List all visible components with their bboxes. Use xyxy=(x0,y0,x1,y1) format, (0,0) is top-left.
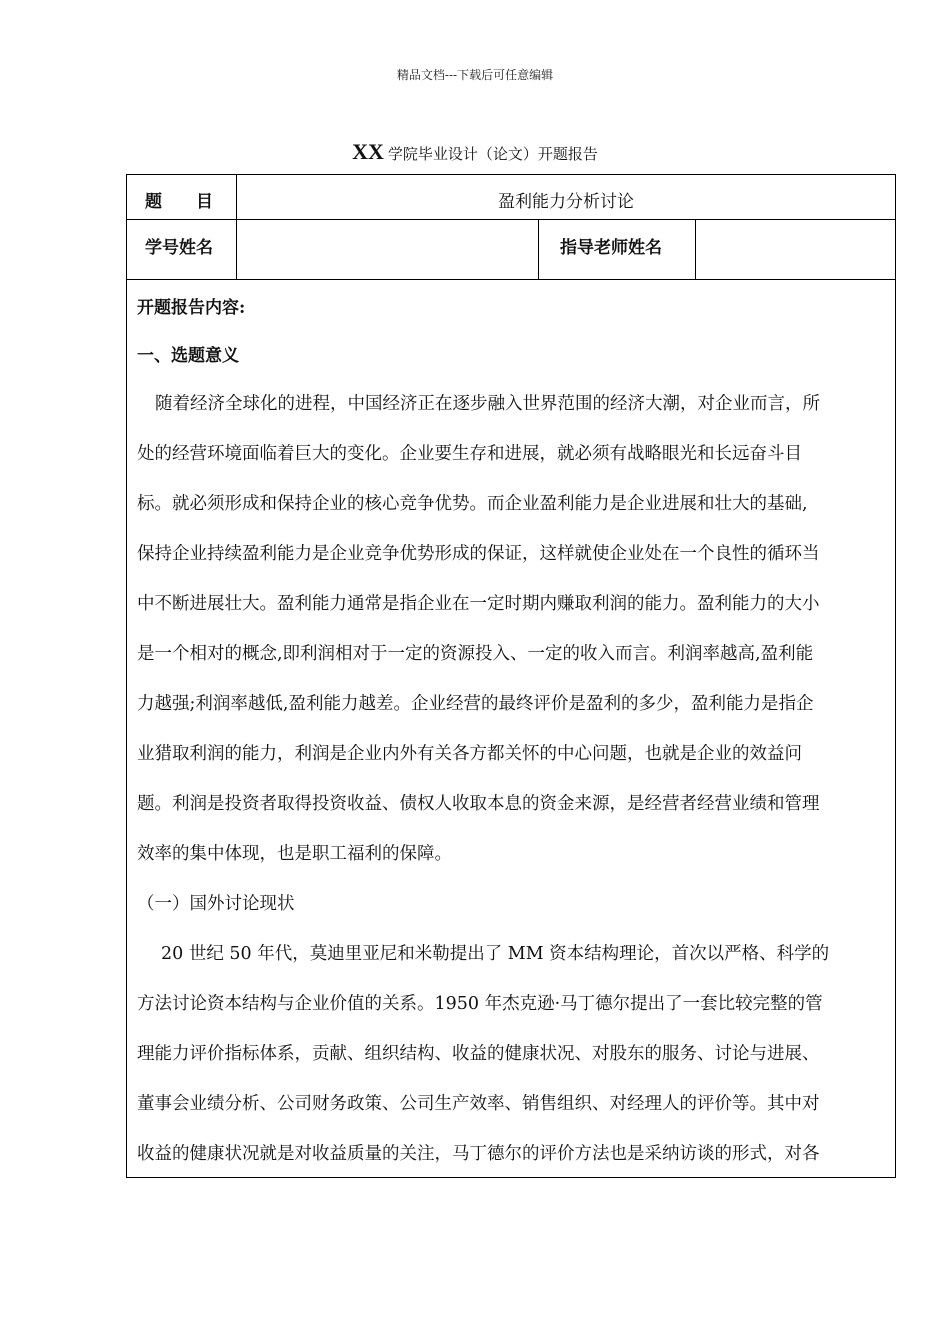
divider xyxy=(236,219,237,279)
text-line: 方法讨论资本结构与企业价值的关系。1950 年杰克逊·马丁德尔提出了一套比较完整的管 xyxy=(137,994,823,1014)
text-line: 力越强;利润率越低,盈利能力越差。企业经营的最终评价是盈利的多少，盈利能力是指企 xyxy=(137,694,814,714)
divider xyxy=(538,219,539,279)
text-line: 保持企业持续盈利能力是企业竞争优势形成的保证，这样就使企业处在一个良性的循环当 xyxy=(137,544,820,564)
paragraph-significance xyxy=(137,379,887,879)
divider xyxy=(695,219,696,279)
document-title xyxy=(0,139,950,165)
content-heading: 开题报告内容: xyxy=(137,298,246,318)
text-line: 中不断进展壮大。盈利能力通常是指企业在一定时期内赚取利润的能力。盈利能力的大小 xyxy=(137,594,820,614)
text-line: 标。就必须形成和保持企业的核心竞争优势。而企业盈利能力是企业进展和壮大的基础, xyxy=(137,494,808,514)
text-line: 收益的健康状况就是对收益质量的关注，马丁德尔的评价方法也是采纳访谈的形式，对各 xyxy=(137,1144,820,1164)
text-line: 随着经济全球化的进程，中国经济正在逐步融入世界范围的经济大潮，对企业而言，所 xyxy=(155,394,820,414)
title-prefix: XX xyxy=(352,139,384,164)
text-line: 效率的集中体现，也是职工福利的保障。 xyxy=(137,844,452,864)
header-note: 精品文档---下载后可任意编辑 xyxy=(396,68,554,82)
text-line: 业猎取利润的能力，利润是企业内外有关各方都关怀的中心问题，也就是企业的效益问 xyxy=(137,744,802,764)
text-line: 理能力评价指标体系，贡献、组织结构、收益的健康状况、对股东的服务、讨论与进展、 xyxy=(137,1044,820,1064)
topic-row xyxy=(127,175,895,220)
topic-value: 盈利能力分析讨论 xyxy=(498,192,634,212)
text-line: 处的经营环境面临着巨大的变化。企业要生存和进展，就必须有战略眼光和长远奋斗目 xyxy=(137,444,802,464)
report-table xyxy=(126,174,896,1178)
text-line: 董事会业绩分析、公司财务政策、公司生产效率、销售组织、对经理人的评价等。其中对 xyxy=(137,1094,820,1114)
advisor-label: 指导老师姓名 xyxy=(560,238,662,258)
student-row xyxy=(127,219,895,280)
topic-label: 题 目 xyxy=(145,192,213,212)
paragraph-foreign-research xyxy=(137,929,887,1179)
report-content xyxy=(137,279,887,1179)
text-line: 是一个相对的概念,即利润相对于一定的资源投入、一定的收入而言。利润率越高,盈利能 xyxy=(137,644,814,664)
subsection-heading: （一）国外讨论现状 xyxy=(137,894,295,914)
text-line: 题。利润是投资者取得投资收益、债权人收取本息的资金来源，是经营者经营业绩和管理 xyxy=(137,794,820,814)
text-line: 20 世纪 50 年代，莫迪里亚尼和米勒提出了 MM 资本结构理论，首次以严格、科学的 xyxy=(161,944,830,964)
title-text: 学院毕业设计（论文）开题报告 xyxy=(387,145,598,163)
section-heading: 一、选题意义 xyxy=(137,346,239,366)
student-label: 学号姓名 xyxy=(145,238,213,258)
